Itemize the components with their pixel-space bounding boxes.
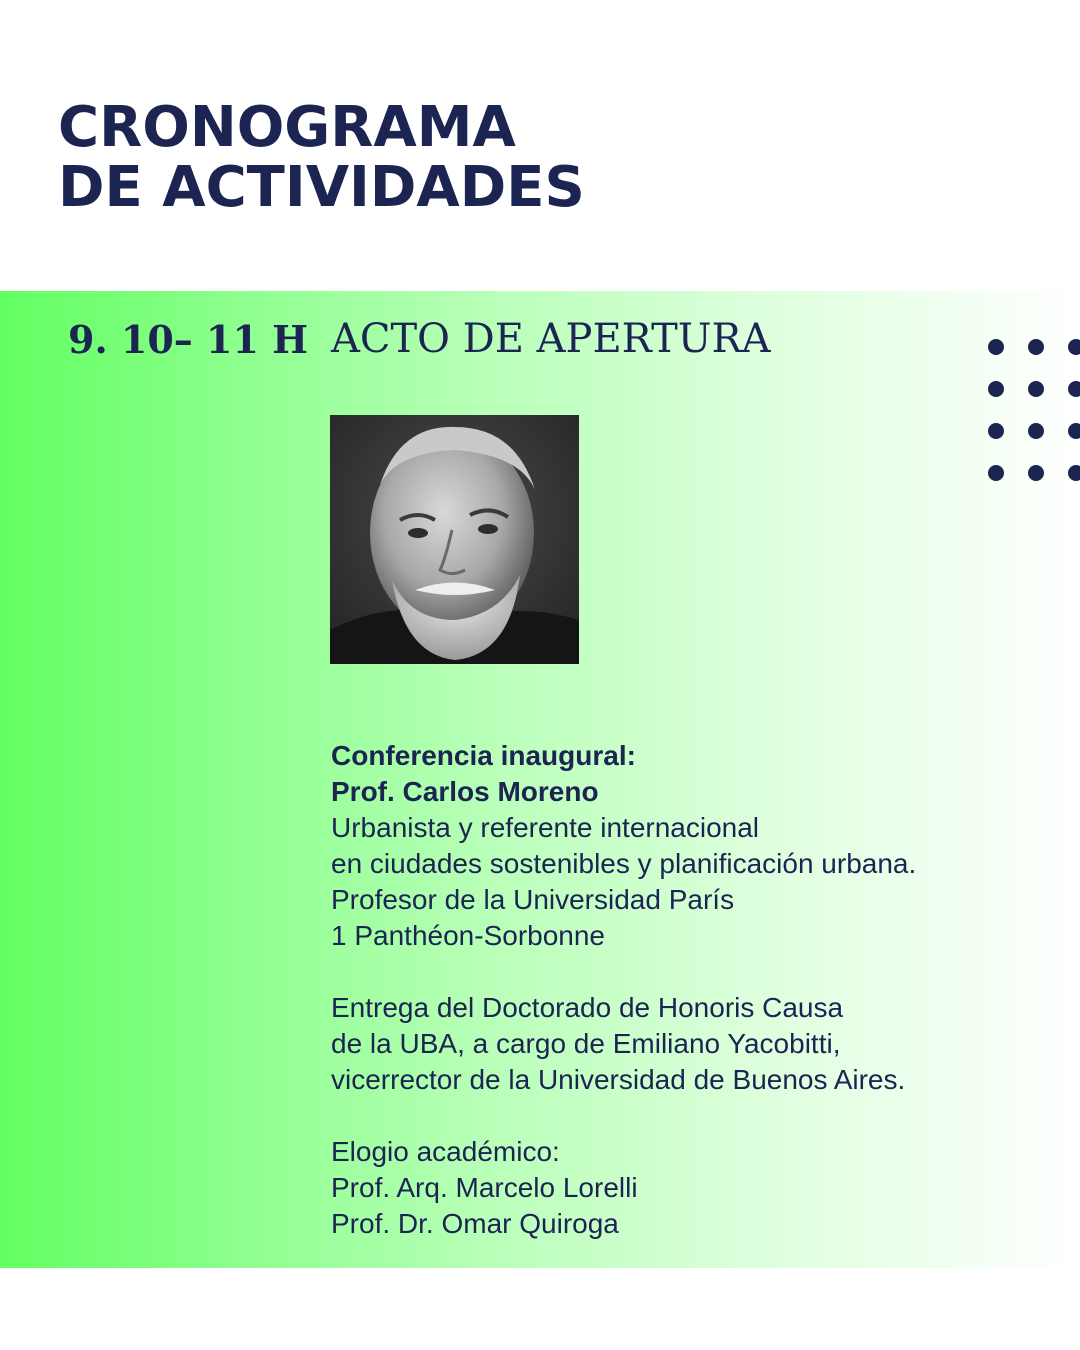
decor-dot — [1068, 465, 1080, 481]
award-line: de la UBA, a cargo de Emiliano Yacobitti, — [331, 1028, 841, 1059]
decor-dot — [1028, 339, 1044, 355]
header — [0, 0, 1080, 291]
decor-dot — [1068, 381, 1080, 397]
decor-dot — [1028, 381, 1044, 397]
speaker-portrait-image — [330, 415, 579, 664]
speaker-bio-line: 1 Panthéon-Sorbonne — [331, 920, 605, 951]
title-line-1: CRONOGRAMA — [58, 95, 516, 160]
spacer — [331, 1098, 1051, 1134]
spacer — [331, 954, 1051, 990]
award-line: vicerrector de la Universidad de Buenos Aires. — [331, 1064, 906, 1095]
dot-grid-decoration — [986, 337, 1080, 487]
speaker-bio-line: Profesor de la Universidad París — [331, 884, 735, 915]
page-title — [58, 95, 585, 220]
decor-dot — [988, 339, 1004, 355]
award-line: Entrega del Doctorado de Honoris Causa — [331, 992, 844, 1023]
eulogy-speaker: Prof. Dr. Omar Quiroga — [331, 1208, 619, 1239]
decor-dot — [988, 423, 1004, 439]
event-description — [331, 738, 1051, 1242]
decor-dot — [1068, 339, 1080, 355]
decor-dot — [1028, 465, 1044, 481]
speaker-bio-line: en ciudades sostenibles y planificación urbana. — [331, 848, 917, 879]
event-title: ACTO DE APERTURA — [331, 316, 771, 362]
title-line-2: DE ACTIVIDADES — [58, 155, 585, 220]
decor-dot — [1028, 423, 1044, 439]
speaker-bio-line: Urbanista y referente internacional — [331, 812, 760, 843]
speaker-heading: Conferencia inaugural: — [331, 740, 636, 771]
speaker-photo — [330, 415, 579, 664]
decor-dot — [988, 465, 1004, 481]
eulogy-heading: Elogio académico: — [331, 1136, 560, 1167]
decor-dot — [1068, 423, 1080, 439]
eulogy-speaker: Prof. Arq. Marcelo Lorelli — [331, 1172, 638, 1203]
event-time: 9. 10– 11 H — [68, 317, 309, 362]
speaker-name: Prof. Carlos Moreno — [331, 776, 599, 807]
decor-dot — [988, 381, 1004, 397]
